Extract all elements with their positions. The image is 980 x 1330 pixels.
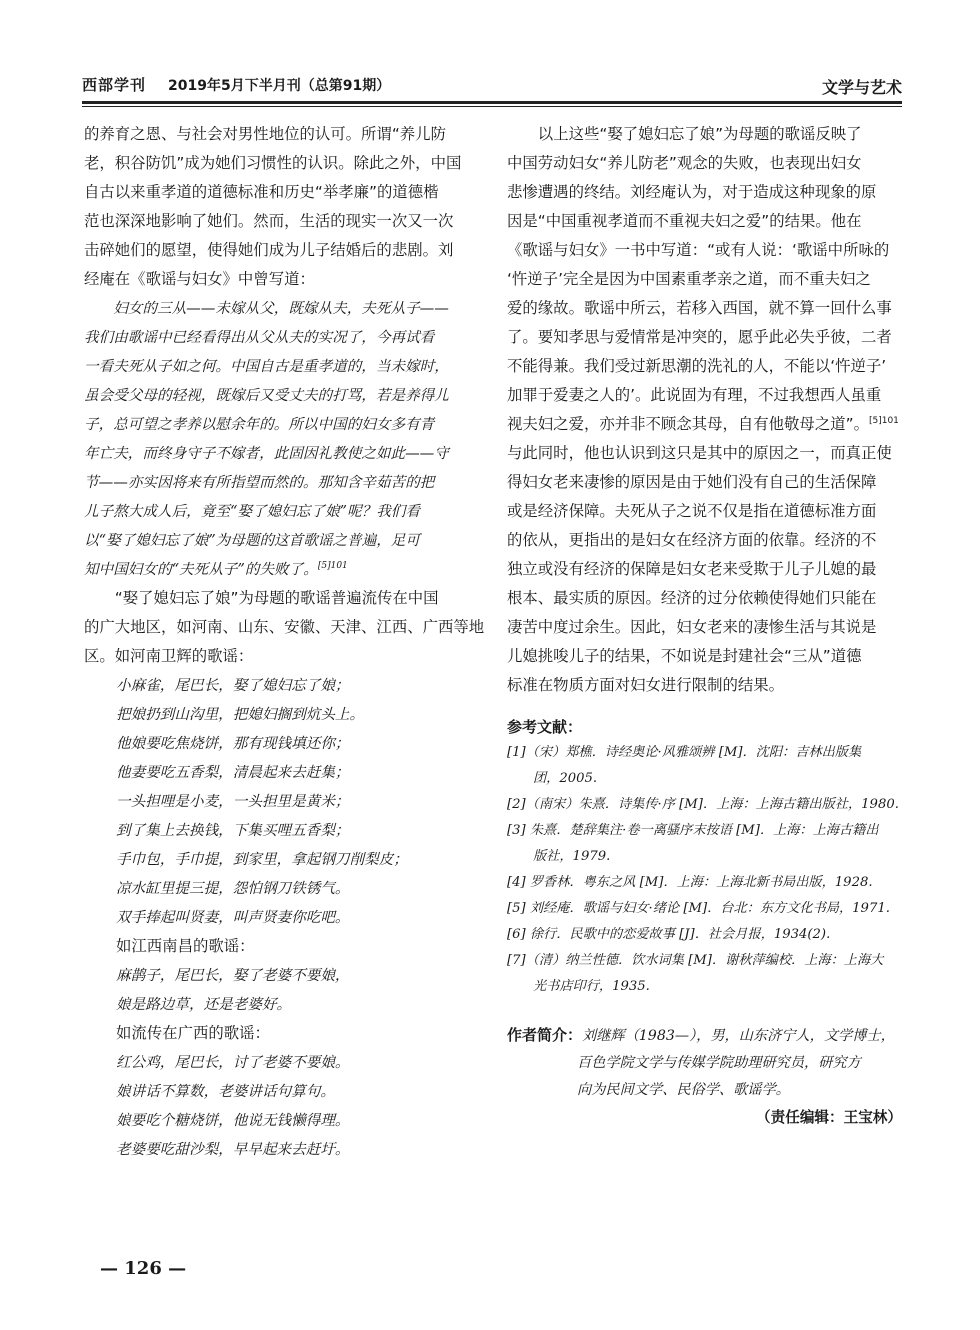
henan-folk-song xyxy=(84,671,479,932)
author-label: 作者简介： xyxy=(507,1026,583,1044)
text-line: 因是“中国重视孝道而不重视夫妇之爱”的结果。他在 xyxy=(507,212,862,230)
references-title: 参考文献： xyxy=(507,718,583,736)
right-paragraph-2 xyxy=(507,439,902,700)
left-column xyxy=(84,120,485,1164)
section-name: 文学与艺术 xyxy=(821,78,902,97)
text-line: 中国劳动妇女“养儿防老”观念的失败，也表现出妇女 xyxy=(507,154,862,172)
text-line: 老，积谷防饥”成为她们习惯性的认识。除此之外，中国 xyxy=(84,154,462,172)
page-number: — 126 — xyxy=(100,1258,187,1279)
text-line: 自古以来重孝道的道德标准和历史“举孝廉”的道德楷 xyxy=(84,183,439,201)
jiangxi-folk-song xyxy=(84,961,479,1019)
text-line: 标准在物质方面对妇女进行限制的结果。 xyxy=(507,676,785,694)
text-line: 经庵在《歌谣与妇女》中曾写道： xyxy=(84,270,315,288)
song-line: 把娘扔到山沟里，把媳妇搁到炕头上。 xyxy=(116,706,365,723)
text-line: 区。如河南卫辉的歌谣： xyxy=(84,647,254,665)
text-line: ‘忤逆子’完全是因为中国素重孝亲之道，而不重夫妇之 xyxy=(507,270,871,288)
song-line: 到了集上去换钱，下集买哩五香梨； xyxy=(116,822,350,839)
text-line-content: 视夫妇之爱，亦并非不顾念其母，自有他敬母之道”。 xyxy=(507,415,869,433)
jiangxi-song-label: 如江西南昌的歌谣： xyxy=(116,937,255,955)
quote-line: 儿子熬大成人后，竟至“娶了媳妇忘了娘”呢？我们看 xyxy=(84,503,420,520)
text-line: 根本、最实质的原因。经济的过分依赖使得她们只能在 xyxy=(507,589,877,607)
author-line: 百色学院文学与传媒学院助理研究员，研究方 xyxy=(577,1055,861,1071)
text-line: 范也深深地影响了她们。然而，生活的现实一次又一次 xyxy=(84,212,454,230)
reference-item: [5] 刘经庵．歌谣与妇女·绪论 [M]．台北：东方文化书局，1971. xyxy=(507,901,890,916)
text-line: “娶了媳妇忘了娘”为母题的歌谣普遍流传在中国 xyxy=(114,589,439,607)
citation-marker: [5]101 xyxy=(868,415,899,426)
song-line: 红公鸡，尾巴长，讨了老婆不要娘。 xyxy=(116,1054,350,1071)
guangxi-song-label: 如流传在广西的歌谣： xyxy=(116,1024,270,1042)
issue-info: 2019年5月下半月刊（总第91期） xyxy=(168,78,391,94)
reference-item: [1]（宋）郑樵．诗经奥论·风雅颂辨 [M]．沈阳：吉林出版集 xyxy=(507,745,862,760)
text-line: 《歌谣与妇女》一书中写道：“或有人说：‘歌谣中所咏的 xyxy=(507,241,890,259)
text-line: 的依从，更指出的是妇女在经济方面的依靠。经济的不 xyxy=(507,531,877,549)
text-line: 凄苦中度过余生。因此，妇女老来的凄惨生活与其说是 xyxy=(507,618,877,636)
song-line: 麻鹊子，尾巴长，娶了老婆不要娘， xyxy=(116,967,350,984)
header-rule-thin xyxy=(82,106,902,107)
text-line: 儿媳挑唆儿子的结果，不如说是封建社会“三从”道德 xyxy=(507,647,862,665)
block-quote xyxy=(84,294,479,584)
journal-name: 西部学刊 xyxy=(82,76,147,94)
reference-item: [3] 朱熹．楚辞集注·卷一离骚序末按语 [M]．上海：上海古籍出 xyxy=(507,823,879,838)
song-line: 手巾包，手巾提，到家里，拿起钢刀削梨皮； xyxy=(116,851,408,868)
quote-line: 子，总可望之孝养以慰余年的。所以中国的妇女多有青 xyxy=(84,416,435,433)
text-line: 得妇女老来凄惨的原因是由于她们没有自己的生活保障 xyxy=(507,473,877,491)
song-line: 他娘要吃焦烧饼，那有现钱填还你； xyxy=(116,735,350,752)
quote-line xyxy=(84,555,479,584)
song-line: 一头担哩是小麦，一头担里是黄米； xyxy=(116,793,350,810)
reference-item: [6] 徐行．民歌中的恋爱故事 [J]．社会月报，1934(2). xyxy=(507,927,831,942)
quote-line: 虽会受父母的轻视，既嫁后又受丈夫的打骂，若是养得儿 xyxy=(84,387,449,404)
quote-line: 妇女的三从——未嫁从父，既嫁从夫，夫死从子—— xyxy=(113,300,449,317)
author-bio xyxy=(507,1022,902,1050)
reference-item-cont: 版社，1979. xyxy=(533,849,611,864)
quote-line-text: 知中国妇女的“夫死从子”的失败了。 xyxy=(84,561,318,578)
song-line: 他妻要吃五香梨，清晨起来去赶集； xyxy=(116,764,350,781)
right-paragraph-1 xyxy=(507,120,902,439)
reference-item: [4] 罗香林．粤东之风 [M]．上海：上海北新书局出版，1928. xyxy=(507,875,873,890)
references-list xyxy=(507,740,902,1000)
reference-item: [2]（南宋）朱熹．诗集传·序 [M]．上海：上海古籍出版社，1980. xyxy=(507,797,899,812)
author-line: 刘继辉（1983—），男，山东济宁人，文学博士， xyxy=(582,1028,895,1044)
text-line: 悲惨遭遇的终结。刘经庵认为，对于造成这种现象的原 xyxy=(507,183,877,201)
text-line: 的养育之恩、与社会对男性地位的认可。所谓“养儿防 xyxy=(84,125,446,143)
citation-marker: [5]101 xyxy=(317,561,348,572)
text-line: 的广大地区，如河南、山东、安徽、天津、江西、广西等地 xyxy=(84,618,485,636)
author-line: 向为民间文学、民俗学、歌谣学。 xyxy=(577,1082,790,1098)
text-line: 不能得兼。我们受过新思潮的洗礼的人，不能以‘忤逆子’ xyxy=(507,357,887,375)
text-line: 或是经济保障。夫死从子之说不仅是指在道德标准方面 xyxy=(507,502,877,520)
song-line: 老婆要吃甜沙梨，早早起来去赶圩。 xyxy=(116,1141,350,1158)
quote-line: 年亡夫，而终身守子不嫁者，此固因礼教使之如此——守 xyxy=(84,445,449,462)
quote-line: 一看夫死从子如之何。中国自古是重孝道的，当未嫁时， xyxy=(84,358,449,375)
responsible-editor: （责任编辑：王宝林） xyxy=(756,1109,902,1126)
paragraph-2 xyxy=(84,584,485,671)
text-line: 加罪于爱妻之人的’。此说固为有理，不过我想西人虽重 xyxy=(507,386,882,404)
song-line: 娘要吃个糖烧饼，他说无钱懒得理。 xyxy=(116,1112,350,1129)
reference-item: [7]（清）纳兰性德．饮水词集 [M]．谢秋萍编校．上海：上海大 xyxy=(507,953,884,968)
text-line: 爱的缘故。歌谣中所云，若移入西国，就不算一回什么事 xyxy=(507,299,892,317)
song-line: 娘是路边草，还是老婆好。 xyxy=(116,996,292,1013)
song-line: 凉水缸里提三提，怨怕钢刀铁锈气。 xyxy=(116,880,350,897)
page-header xyxy=(82,74,902,100)
reference-item-cont: 光书店印行，1935. xyxy=(533,979,650,994)
song-line: 双手捧起叫贤妻，叫声贤妻你吃吧。 xyxy=(116,909,350,926)
text-line xyxy=(507,410,902,439)
quote-line: 节——亦实因将来有所指望而然的。那知含辛茹苦的把 xyxy=(84,474,435,491)
right-column xyxy=(507,120,902,1132)
header-rule-thick xyxy=(82,101,902,104)
text-line: 以上这些“娶了媳妇忘了娘”为母题的歌谣反映了 xyxy=(537,125,862,143)
intro-paragraph xyxy=(84,120,479,294)
song-line: 娘讲话不算数，老婆讲话句算句。 xyxy=(116,1083,335,1100)
text-line: 击碎她们的愿望，使得她们成为儿子结婚后的悲剧。刘 xyxy=(84,241,454,259)
text-line: 了。要知孝思与爱情常是冲突的，愿乎此必失乎彼，二者 xyxy=(507,328,892,346)
quote-line: 以“娶了媳妇忘了娘”为母题的这首歌谣之普遍，足可 xyxy=(84,532,420,549)
guangxi-folk-song xyxy=(84,1048,479,1164)
song-line: 小麻雀，尾巴长，娶了媳妇忘了娘； xyxy=(116,677,350,694)
text-line: 独立或没有经济的保障是妇女老来受欺于儿子儿媳的最 xyxy=(507,560,877,578)
text-line: 与此同时，他也认识到这只是其中的原因之一，而真正使 xyxy=(507,444,892,462)
reference-item-cont: 团，2005. xyxy=(533,771,598,786)
quote-line: 我们由歌谣中已经看得出从父从夫的实况了，今再试看 xyxy=(84,329,435,346)
